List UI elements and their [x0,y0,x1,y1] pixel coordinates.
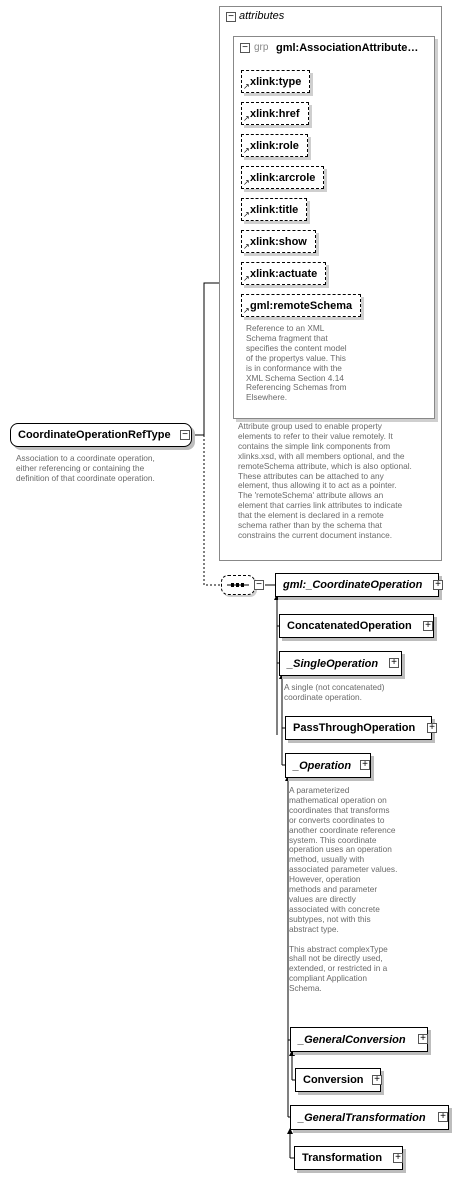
sequence-compositor[interactable] [221,575,255,595]
attr-xlink-show[interactable]: ↗ xlink:show [241,230,316,253]
general-conversion-label: _GeneralConversion [298,1033,406,1046]
attribute-arrow-icon: ↗ [243,82,250,91]
root-collapse-button[interactable]: − [180,430,190,440]
pass-through-operation-expand-button[interactable]: + [427,723,437,733]
attribute-arrow-icon: ↗ [243,274,250,283]
attribute-group-doc: Attribute group used to enable property elements to refer to their value remotely. It contains the simple link components from xlinks.xsd, with all members optional, and the remoteSchema attribute, which is also optional. These attributes can be attached to any element, thus allowing it to act as a pointer. The 'remoteSchema' attribute allows an element that carries link attributes to indicate that the element is declared in a remote schema rather than by the schema that constrains the current document instance. [238,421,412,540]
attr-xlink-title[interactable]: ↗ xlink:title [241,198,307,221]
transformation-element[interactable] [294,1146,403,1170]
root-complex-type[interactable] [10,423,192,447]
concatenated-operation-element[interactable] [279,614,434,638]
concatenated-operation-label: ConcatenatedOperation [287,620,412,632]
coordinate-operation-expand-button[interactable]: + [433,580,443,590]
coordinate-operation-label: gml:_CoordinateOperation [283,579,423,591]
general-conversion-element[interactable] [290,1027,428,1052]
attr-xlink-arcrole[interactable]: ↗ xlink:arcrole [241,166,324,189]
general-transformation-element[interactable] [290,1105,449,1130]
attribute-arrow-icon: ↗ [243,210,250,219]
attribute-arrow-icon: ↗ [243,178,250,187]
attribute-group-collapse-button[interactable]: − [240,43,250,53]
transformation-label: Transformation [302,1152,383,1164]
conversion-element[interactable] [295,1068,381,1092]
attr-xlink-actuate[interactable]: ↗ xlink:actuate [241,262,326,285]
attribute-arrow-icon: ↗ [243,242,250,251]
general-conversion-expand-button[interactable]: + [418,1034,428,1044]
single-operation-expand-button[interactable]: + [389,658,399,668]
transformation-expand-button[interactable]: + [393,1153,403,1163]
conversion-expand-button[interactable]: + [372,1075,382,1085]
operation-element[interactable] [285,753,371,778]
attributes-title: attributes [239,10,285,22]
attribute-group-prefix: grp [254,42,269,53]
operation-doc: A parameterized mathematical operation on coordinates that transforms or converts coordinates to another coordinate reference system. This coordinate operation uses an operation method, usually with associated parameter values. However, operation methods and parameter values are directly associated with concrete subtypes, not with this abstract type. This abstract complexType shall not be directly used, extended, or restricted in a compliant Application Schema. [289,785,398,994]
attribute-arrow-icon: ↗ [243,146,250,155]
single-operation-element[interactable] [279,651,402,676]
attr-gml-remote-schema[interactable]: ↗ gml:remoteSchema [241,294,361,317]
remote-schema-doc: Reference to an XML Schema fragment that specifies the content model of the propertys value. This is in conformance with the XML Schema Section 4.14 Referencing Schemas from Elsewhere. [246,323,347,403]
attribute-arrow-icon: ↗ [243,114,250,123]
operation-label: _Operation [293,759,352,772]
root-label: CoordinateOperationRefType [18,429,171,441]
attr-xlink-role[interactable]: ↗ xlink:role [241,134,308,157]
coordinate-operation-element[interactable] [275,573,439,597]
attribute-arrow-icon: ↗ [243,306,250,315]
general-transformation-expand-button[interactable]: + [438,1112,448,1122]
sequence-icon [222,576,254,594]
conversion-label: Conversion [303,1074,364,1086]
attr-xlink-type[interactable]: ↗ xlink:type [241,70,310,93]
attribute-group-title: gml:AssociationAttribute… [276,42,419,54]
pass-through-operation-label: PassThroughOperation [293,722,416,734]
pass-through-operation-element[interactable] [285,716,432,740]
sequence-collapse-button[interactable]: − [254,580,264,590]
concatenated-operation-expand-button[interactable]: + [423,621,433,631]
general-transformation-label: _GeneralTransformation [298,1111,426,1124]
operation-expand-button[interactable]: + [360,760,370,770]
attributes-collapse-button[interactable]: − [226,12,236,22]
single-operation-doc: A single (not concatenated) coordinate operation. [284,682,385,702]
root-doc: Association to a coordinate operation, either referencing or containing the definition of that coordinate operation. [16,453,155,483]
attr-xlink-href[interactable]: ↗ xlink:href [241,102,309,125]
single-operation-label: _SingleOperation [287,657,379,670]
